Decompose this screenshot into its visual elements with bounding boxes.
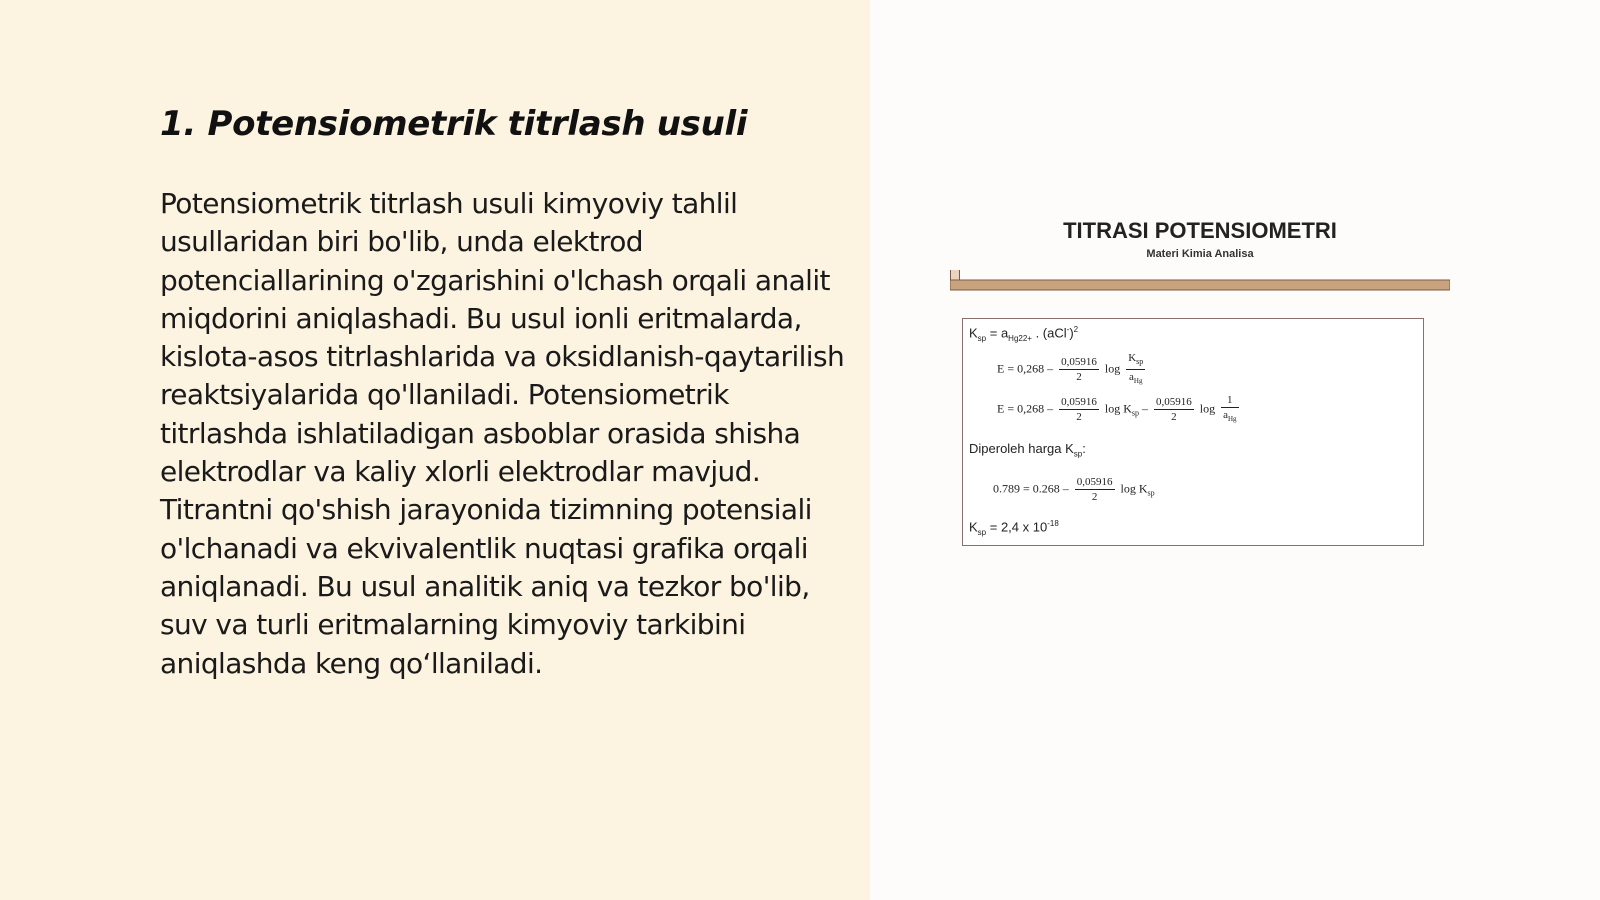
ksp-definition: $K_{sp} = a_{Hg22+}$ . $(aCl^-)^2$ (969, 325, 1079, 343)
slide-title: 1. Potensiometrik titrlash usuli (160, 104, 748, 144)
slide-body-text: Potensiometrik titrlash usuli kimyoviy tahlil usullaridan biri bo'lib, unda elektrod potenciallarining o'zgarishini o'lchash orqali analit miqdorini aniqlashadi. Bu usul ionli eritmalarda, kislota-asos titrlashlarida va oksidlanish-qaytarilish reaktsiyalarida qo'llaniladi. Potensiometrik titrlashda ishlatiladigan asboblar orasida shisha elektrodlar va kaliy xlorli elektrodlar mavjud. Titrantni qo'shish jarayonida tizimning potensiali o'lchanadi va ekvivalentlik nuqtasi grafika orqali aniqlanadi. Bu usul analitik aniq va tezkor bo'lib, suv va turli eritmalarning kimyoviy tarkibini aniqlashda keng qo‘llaniladi. (160, 187, 845, 680)
divider-bar-main (950, 280, 1450, 290)
nernst-equation-3: 0.789 = 0.268 – $\frac{0,05916}{2}$ $\log K_{sp}$ (993, 476, 1155, 503)
figure-subtitle: Materi Kimia Analisa (1146, 248, 1254, 260)
ksp-result: $K_{sp} = 2,4$ x $10^{-18}$ (969, 519, 1059, 537)
formula-box (962, 318, 1424, 546)
diperoleh-label: Diperoleh harga $K_{sp}$: (969, 441, 1086, 459)
figure-title: TITRASI POTENSIOMETRI (1063, 218, 1337, 243)
nernst-equation-2: E = 0,268 – $\frac{0,05916}{2}$ $\log K_{sp}$ – $\frac{0,05916}{2}$ log $\frac{1}{a_{Hg}}$ (997, 394, 1237, 424)
figure-divider-bar (950, 268, 1450, 292)
nernst-equation-1: E = 0,268 – $\frac{0,05916}{2}$ log $\frac{K_{sp}}{a_{Hg}}$ (997, 352, 1144, 386)
titration-figure (950, 210, 1450, 560)
